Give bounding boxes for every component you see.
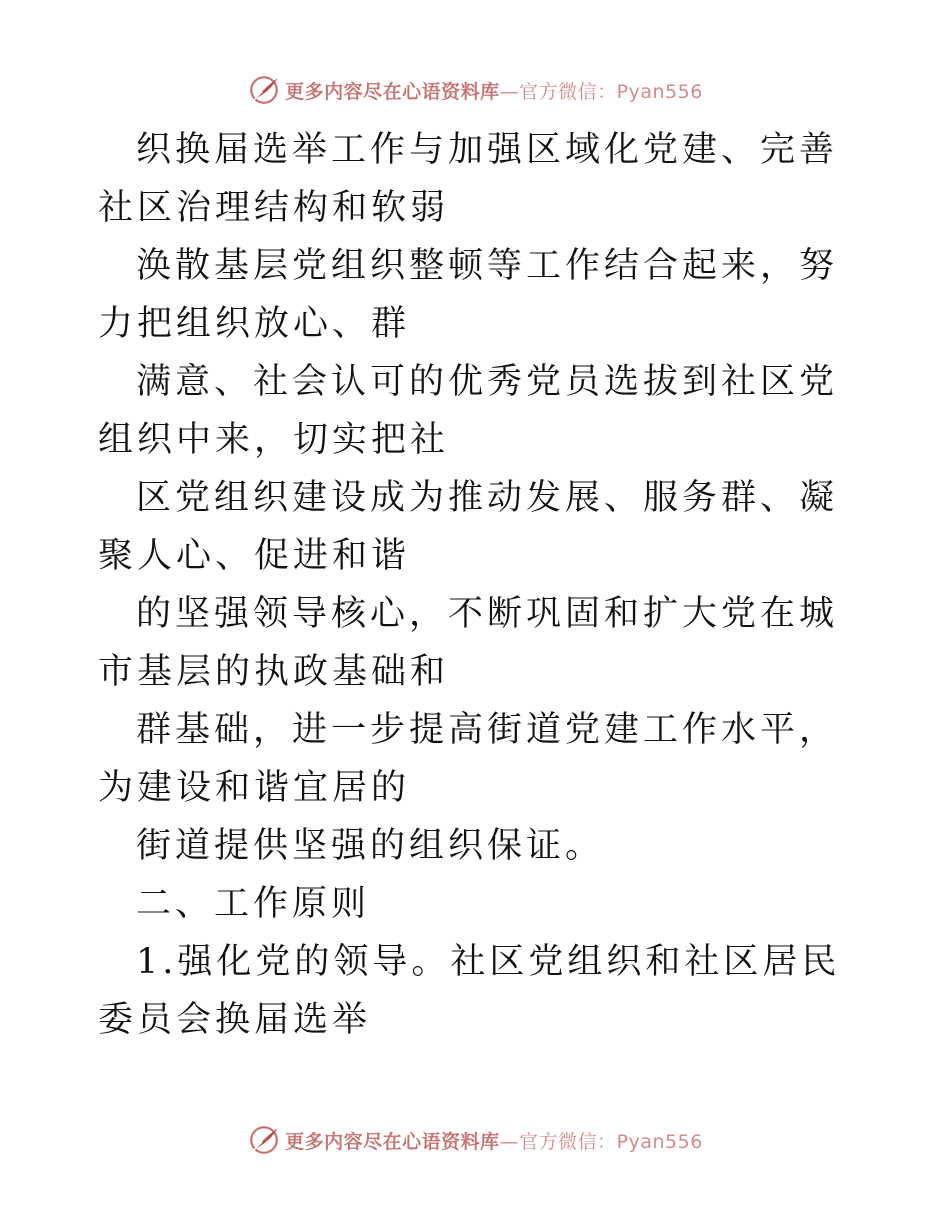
- feather-pen-logo-icon: [247, 1123, 281, 1157]
- paragraph: 区党组织建设成为推动发展、服务群、凝聚人心、促进和谐: [98, 478, 839, 576]
- paragraph: 涣散基层党组织整顿等工作结合起来，努力把组织放心、群: [98, 246, 839, 344]
- paragraph: 的坚强领导核心，不断巩固和扩大党在城市基层的执政基础和: [98, 594, 839, 692]
- feather-pen-logo-icon: [247, 73, 281, 107]
- paragraph: 群基础，进一步提高街道党建工作水平，为建设和谐宜居的: [98, 710, 839, 808]
- document-body: [98, 121, 858, 1049]
- section-heading: 二、工作原则: [136, 884, 371, 924]
- watermark-text: [285, 1127, 703, 1154]
- watermark-brand: 更多内容尽在心语资料库: [285, 80, 500, 103]
- paragraph: 满意、社会认可的优秀党员选拔到社区党组织中来，切实把社: [98, 362, 839, 460]
- watermark-suffix: —官方微信：Pyan556: [499, 1130, 703, 1153]
- paragraph: 1.强化党的领导。社区党组织和社区居民委员会换届选举: [98, 942, 841, 1040]
- paragraph: 街道提供坚强的组织保证。: [136, 826, 605, 866]
- watermark-suffix: —官方微信：Pyan556: [499, 80, 703, 103]
- watermark-header: [0, 70, 950, 110]
- paragraph: 织换届选举工作与加强区域化党建、完善社区治理结构和软弱: [98, 130, 839, 228]
- watermark-text: [285, 77, 703, 104]
- watermark-footer: [0, 1120, 950, 1160]
- watermark-brand: 更多内容尽在心语资料库: [285, 1130, 500, 1153]
